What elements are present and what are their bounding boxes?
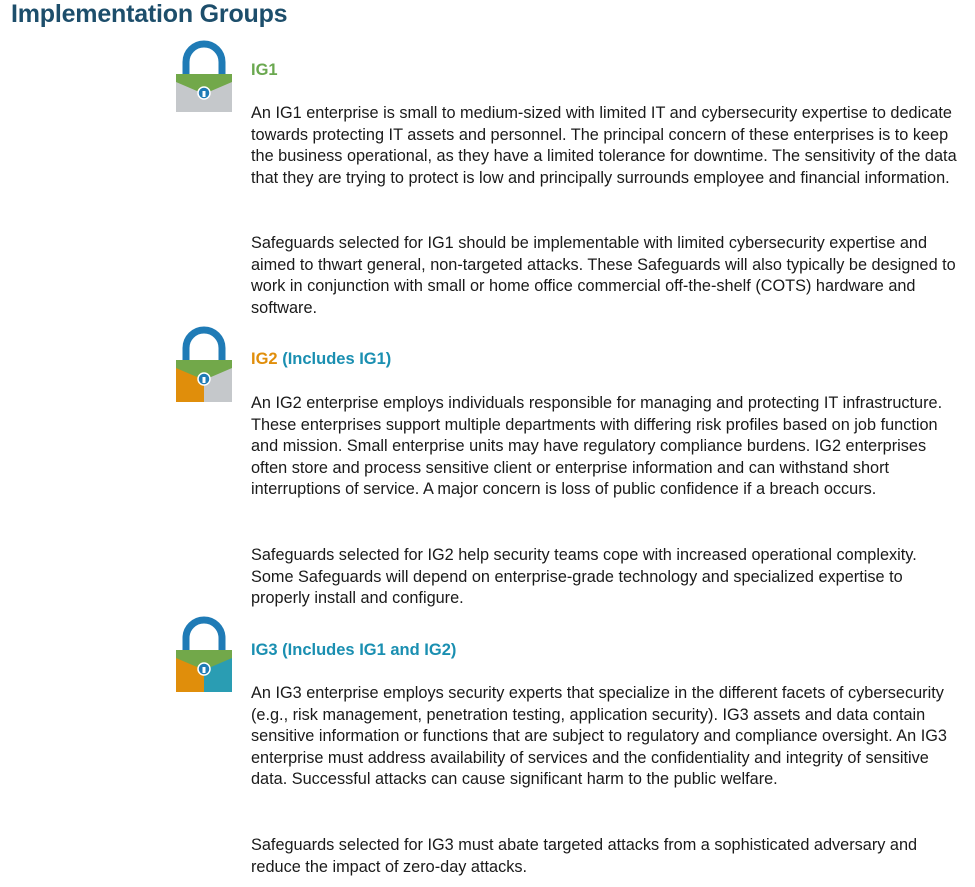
ig2-heading <box>251 350 391 369</box>
ig3-heading: IG3 (Includes IG1 and IG2) <box>251 641 457 659</box>
page-title: Implementation Groups <box>11 0 288 28</box>
ig2-heading-suffix: (Includes IG1) <box>282 350 392 368</box>
ig2-heading-label: IG2 <box>251 350 278 368</box>
lock-icon <box>172 324 236 404</box>
ig1-safeguards: Safeguards selected for IG1 should be implementable with limited cybersecurity expertise and aimed to thwart general, non-targeted attacks. These Safeguards will also typically be designed to work in conjunction with small or home office commercial off-the-shelf (COTS) hardware and software. <box>251 234 956 317</box>
ig2-safeguards: Safeguards selected for IG2 help security teams cope with increased operational complexity. Some Safeguards will depend on enterprise-grade technology and specialized expertise to properly install and configure. <box>251 546 917 608</box>
ig3-description: An IG3 enterprise employs security experts that specialize in the different facets of cybersecurity (e.g., risk management, penetration testing, application security). IG3 assets and data contain sensitive information or functions that are subject to regulatory and compliance oversight. An IG3 enterprise must address availability of services and the confidentiality and integrity of sensitive data. Successful attacks can cause significant harm to the public welfare. <box>251 684 947 789</box>
ig1-description: An IG1 enterprise is small to medium-sized with limited IT and cybersecurity expertise to dedicate towards protecting IT assets and personnel. The principal concern of these enterprises is to keep the business operational, as they have a limited tolerance for downtime. The sensitivity of the data that they are trying to protect is low and principally surrounds employee and financial information. <box>251 104 957 187</box>
ig3-safeguards: Safeguards selected for IG3 must abate targeted attacks from a sophisticated adversary and reduce the impact of zero-day attacks. <box>251 836 918 876</box>
lock-icon <box>172 614 236 694</box>
ig1-heading: IG1 <box>251 61 278 79</box>
ig2-description: An IG2 enterprise employs individuals responsible for managing and protecting IT infrastructure. These enterprises support multiple departments with differing risk profiles based on job function and mission. Small enterprise units may have regulatory compliance burdens. IG2 enterprises often store and process sensitive client or enterprise information and can withstand short interruptions of service. A major concern is loss of public confidence if a breach occurs. <box>251 394 943 499</box>
lock-icon <box>172 38 236 118</box>
